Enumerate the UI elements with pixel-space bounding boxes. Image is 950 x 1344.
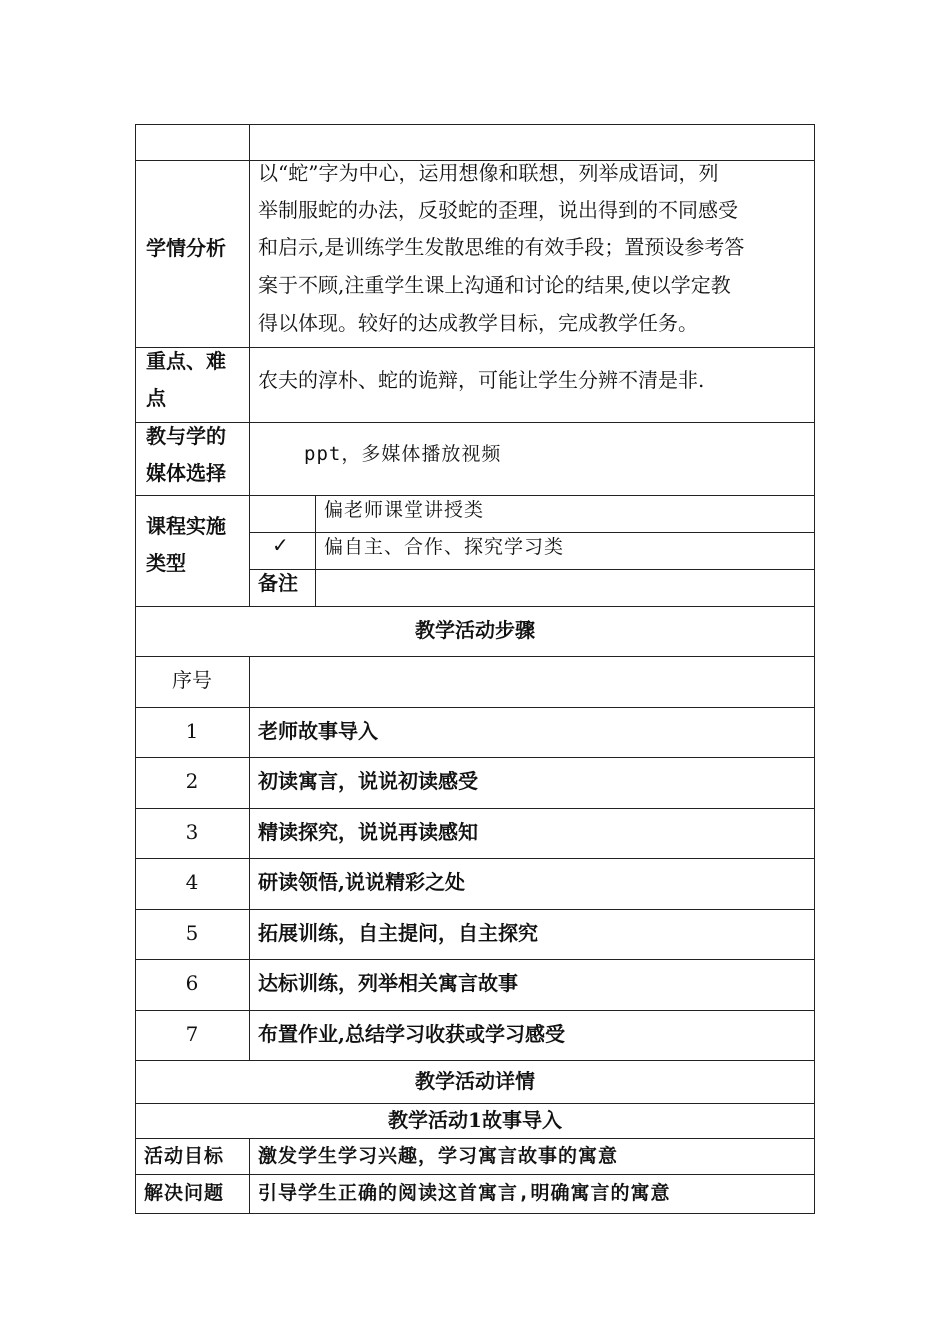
step-text: 布置作业,总结学习收获或学习感受 [258,1022,565,1046]
step-number: 3 [185,820,199,844]
student-analysis-line: 举制服蛇的办法，反驳蛇的歪理，说出得到的不同感受 [258,198,738,222]
table-border [135,1060,815,1061]
step-number: 5 [185,921,199,945]
table-border [135,858,815,859]
step-text: 拓展训练，自主提问，自主探究 [258,921,538,945]
table-border [135,959,815,960]
table-border [814,124,815,1213]
student-analysis-line: 案于不顾,注重学生课上沟通和讨论的结果,使以学定教 [258,273,731,297]
table-border [249,1138,250,1213]
step-number: 1 [185,719,199,743]
steps-col-header: 序号 [172,668,212,692]
key-points-label: 点 [146,386,166,410]
student-analysis-line: 以“蛇”字为中心，运用想像和联想，列举成语词，列 [258,161,719,185]
table-border [135,422,815,423]
step-text: 精读探究，说说再读感知 [258,820,478,844]
course-type-label: 类型 [146,551,186,575]
table-border [135,808,815,809]
goal-label: 活动目标 [144,1145,225,1167]
table-border [135,124,815,125]
course-type-label: 课程实施 [146,514,226,538]
course-option-teacher: 偏老师课堂讲授类 [324,499,485,521]
step-number: 7 [185,1022,199,1046]
student-analysis-label: 学情分析 [146,236,226,260]
note-label: 备注 [258,571,298,595]
table-border [135,656,815,657]
checkmark-icon: ✓ [272,533,289,557]
table-border [135,757,815,758]
table-border [249,656,250,1060]
table-border [315,495,316,606]
step-text: 老师故事导入 [258,719,378,743]
steps-heading: 教学活动步骤 [415,618,535,642]
step-text: 初读寓言，说说初读感受 [258,769,478,793]
key-points-text: 农夫的淳朴、蛇的诡辩，可能让学生分辨不清是非. [258,368,705,392]
table-border [135,707,815,708]
problem-text: 引导学生正确的阅读这首寓言,明确寓言的寓意 [258,1182,671,1204]
step-text: 达标训练，列举相关寓言故事 [258,971,518,995]
media-label: 媒体选择 [146,461,226,485]
step-number: 2 [185,769,199,793]
table-border [135,1010,815,1011]
key-points-label: 重点、难 [146,349,226,373]
table-border [249,124,250,606]
media-label: 教与学的 [146,424,226,448]
step-text: 研读领悟,说说精彩之处 [258,870,465,894]
table-border [135,606,815,607]
student-analysis-line: 得以体现。较好的达成教学目标，完成教学任务。 [258,311,698,335]
media-text: ppt，多媒体播放视频 [304,443,502,465]
table-border [249,569,815,570]
step-number: 6 [185,971,199,995]
table-border [135,1213,815,1214]
step-number: 4 [185,870,199,894]
course-option-inquiry: 偏自主、合作、探究学习类 [324,536,565,558]
activity-title: 教学活动1故事导入 [388,1108,562,1132]
problem-label: 解决问题 [144,1182,225,1204]
table-border [135,347,815,348]
details-heading: 教学活动详情 [415,1069,535,1093]
student-analysis-line: 和启示,是训练学生发散思维的有效手段；置预设参考答 [258,235,745,259]
table-border [135,909,815,910]
goal-text: 激发学生学习兴趣，学习寓言故事的寓意 [258,1145,619,1167]
